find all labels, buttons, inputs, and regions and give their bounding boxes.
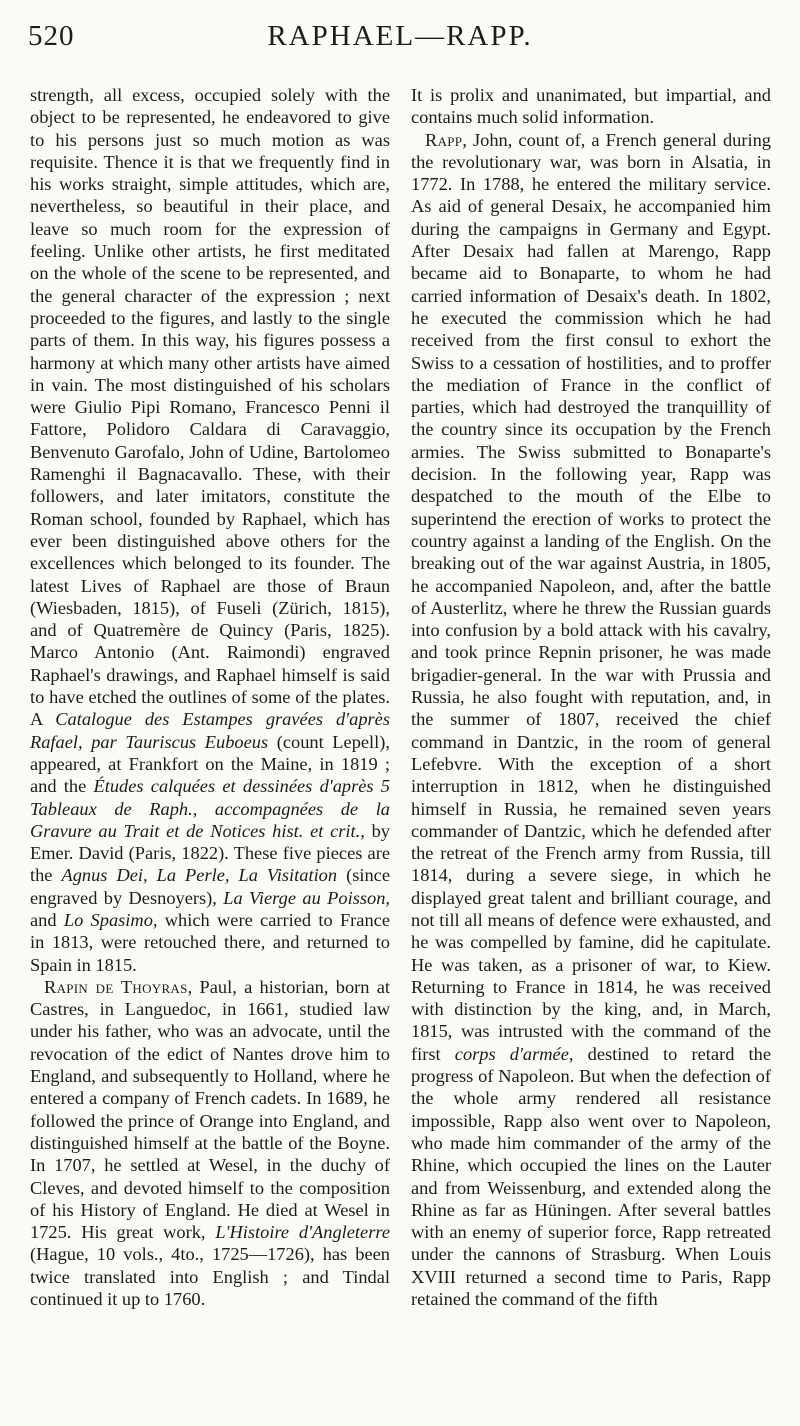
rapin-entry: Rapin de Thoyras, Paul, a historian, born at Castres, in Languedoc, in 1661, studied law under his father, who was an advocate, until the revocation of the edict of Nantes drove him to England, and subsequently to Holland, where he entered a company of French cadets. In 1689, he followed the prince of Orange into England, and distinguished himself at the battle of the Boyne. In 1707, he settled at Wesel, in the duchy of Cleves, and devoted himself to the composition of his History of England. He died at Wesel in 1725. His great work, L'Histoire d'Angleterre (Hague, 10 vols., 4to., 1725—1726), has been twice translated into English ; and Tindal continued it up to 1760.	[30, 976, 391, 1310]
rapin-entry-continuation: It is prolix and unanimated, but impartial, and contains much solid information.	[411, 85, 771, 128]
left-column	[30, 84, 390, 1310]
running-head: RAPHAEL—RAPP.	[267, 20, 533, 52]
entry-headword: Rapp	[425, 129, 463, 150]
right-column	[411, 84, 771, 1310]
rapp-entry: Rapp, John, count of, a French general during the revolutionary war, was born in Alsatia, in 1772. In 1788, he entered the military service. As aid of general Desaix, he accompanied him during the campaigns in Germany and Egypt. After Desaix had fallen at Marengo, Rapp became aid to Bonaparte, to whom he had carried information of Desaix's death. In 1802, he executed the commission which he had received from the first consul to exhort the Swiss to a cessation of hostilities, and to proffer the mediation of France in the conflict of parties, which had destroyed the tranquillity of the country since its occupation by the French armies. The Swiss submitted to Bonaparte's decision. In the following year, Rapp was despatched to the mouth of the Elbe to superintend the erection of works to protect the country against a landing of the English. On the breaking out of the war against Austria, in 1805, he accompanied Napoleon, and, after the battle of Austerlitz, where he threw the Russian guards into confusion by a bold attack with his cavalry, and took prince Repnin prisoner, he was made brigadier-general. In the war with Prussia and Russia, he also fought with reputation, and, in the summer of 1807, received the chief command in Dantzic, in the room of general Lefebvre. With the exception of a short interruption in 1812, when he distinguished himself in Russia, he remained seven years commander of Dantzic, which he defended after the retreat of the French army from Russia, till 1814, during a severe siege, in which he displayed great talent and brilliant courage, and not till all means of defence were exhausted, and he was compelled by famine, did he capitulate. He was taken, as a prisoner of war, to Kiew. Returning to France in 1814, he was received with distinction by the king, and, in March, 1815, was intrusted with the command of the first corps d'armée, destined to retard the progress of Napoleon. But when the defection of the whole army rendered all resistance impossible, Rapp also went over to Napoleon, who made him commander of the army of the Rhine, which occupied the lines on the Lauter and from Weissenburg, and extended along the Rhine as far as Hüningen. After several battles with an enemy of superior force, Rapp retreated under the cannons of Strasburg. When Louis XVIII returned a second time to Paris, Rapp retained the command of the fifth	[411, 129, 771, 1310]
raphael-entry-continuation: strength, all excess, occupied solely with the object to be represented, he endeavored to give to his persons just so much motion as was requisite. Thence it is that we frequently find in his works straight, simple attitudes, which are, nevertheless, so beautiful in their place, and leave so much room for the expression of feeling. Unlike other artists, he first meditated on the whole of the scene to be represented, and the general character of the expression ; next proceeded to the figures, and lastly to the single parts of them. In this way, his figures possess a harmony at which many other artists have aimed in vain. The most distinguished of his scholars were Giulio Pipi Romano, Francesco Penni il Fattore, Polidoro Caldara di Caravaggio, Benvenuto Garofalo, John of Udine, Bartolomeo Ramenghi il Bagnacavallo. These, with their followers, and later imitators, constitute the Roman school, founded by Raphael, which has ever been distinguished above others for the excellences which belonged to its founder. The latest Lives of Raphael are those of Braun (Wiesbaden, 1815), of Fuseli (Zürich, 1815), and of Quatremère de Quincy (Paris, 1825). Marco Antonio (Ant. Raimondi) engraved Raphael's drawings, and Raphael himself is said to have etched the outlines of some of the plates. A Catalogue des Estampes gravées d'après Rafael, par Tauriscus Euboeus (count Lepell), appeared, at Frankfort on the Maine, in 1819 ; and the Études calquées et dessinées d'après 5 Tableaux de Raph., accompagnées de la Gravure au Trait et de Notices hist. et crit., by Emer. David (Paris, 1822). These five pieces are the Agnus Dei, La Perle, La Visitation (since engraved by Desnoyers), La Vierge au Poisson, and Lo Spasimo, which were carried to France in 1813, were retouched there, and returned to Spain in 1815.	[30, 85, 391, 975]
page-header	[0, 20, 800, 70]
page-number: 520	[28, 20, 75, 52]
entry-headword: Rapin de Thoyras	[44, 976, 188, 997]
